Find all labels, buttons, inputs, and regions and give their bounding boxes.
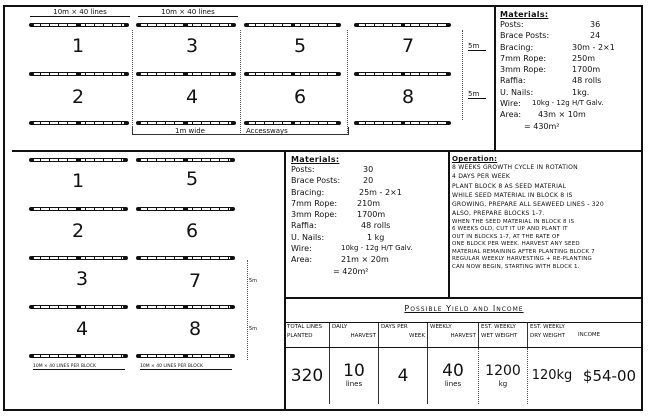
block-6: 6	[293, 86, 307, 108]
seaweed-line	[245, 121, 340, 125]
block-5: 5	[293, 35, 307, 57]
header-dry-weight: EST. WEEKLY DRY WEIGHT	[528, 323, 577, 348]
operation-line: ALSO, PREPARE BLOCKS 1-7.	[452, 210, 545, 218]
yield-table	[285, 323, 643, 404]
block-6: 6	[185, 220, 199, 242]
header-income: INCOME	[576, 323, 643, 348]
accessways-label: Accessways	[246, 127, 288, 135]
seaweed-line	[137, 158, 234, 162]
block-size-label: 10M × 40 LINES PER BLOCK	[33, 364, 125, 370]
top-label-2: 10m × 40 lines	[138, 8, 238, 17]
seaweed-line	[30, 121, 128, 125]
material-row: Brace Posts: 24	[500, 31, 601, 41]
seaweed-line	[30, 305, 127, 309]
header-daily-harvest: DAILY HARVEST	[330, 323, 379, 348]
header-wet-weight: EST. WEEKLY WET WEIGHT	[479, 323, 528, 348]
seaweed-line	[30, 158, 127, 162]
seaweed-line	[245, 23, 340, 27]
dimension-line	[247, 260, 248, 360]
material-row: = 420m²	[333, 266, 369, 276]
value-total-lines: 320	[290, 366, 324, 386]
block-8: 8	[401, 86, 415, 108]
block-4: 4	[185, 86, 199, 108]
accessway-line	[347, 30, 348, 135]
operation-line: REGULAR WEEKLY HARVESTING + RE-PLANTING	[452, 256, 592, 263]
material-row: Brace Posts: 20	[291, 176, 374, 186]
seaweed-line	[137, 72, 235, 76]
dimension-label: 5m	[468, 42, 486, 51]
operation-title: Operation:	[452, 155, 498, 163]
material-row: Wire: 10kg - 12g H/T Galv.	[500, 99, 604, 109]
value-daily-harvest: 10 lines	[330, 348, 379, 405]
seaweed-line	[245, 72, 340, 76]
block-5: 5	[185, 168, 199, 190]
operation-line: 6 WEEKS OLD, CUT IT UP AND PLANT IT	[452, 226, 568, 233]
seaweed-line	[30, 207, 127, 211]
bottom-materials-panel	[288, 153, 446, 296]
yield-value-row	[285, 348, 643, 405]
top-materials-panel	[494, 7, 640, 150]
header-weekly-harvest: WEEKLY HARVEST	[428, 323, 479, 348]
panel-divider	[448, 152, 450, 297]
material-row: Posts: 36	[500, 20, 601, 29]
seaweed-line	[137, 23, 235, 27]
section-divider	[12, 150, 643, 152]
block-4: 4	[75, 318, 89, 340]
material-row: = 430m²	[524, 121, 560, 131]
block-1: 1	[71, 170, 85, 192]
operation-line: 4 DAYS PER WEEK	[452, 173, 511, 181]
yield-title: Possible Yield and Income	[404, 304, 524, 313]
block-7: 7	[188, 270, 202, 292]
material-row: Raffia: 48 rolls	[291, 221, 391, 231]
material-row: 7mm Rope: 210m	[291, 198, 381, 208]
operation-line: ONE BLOCK PER WEEK. HARVEST ANY SEED	[452, 241, 580, 248]
material-row: Area: 43m × 10m	[500, 110, 586, 120]
block-3: 3	[75, 268, 89, 290]
seaweed-line	[355, 23, 450, 27]
seaweed-line	[137, 207, 234, 211]
operation-line: GROWING, PREPARE ALL SEAWEED LINES - 320	[452, 201, 604, 209]
material-row: U. Nails: 1kg.	[500, 87, 590, 97]
material-row: Posts: 30	[291, 165, 374, 174]
operation-line: WHEN THE SEED MATERIAL IN BLOCK 8 IS	[452, 218, 575, 225]
dimension-label: 5m	[468, 90, 486, 99]
panel-divider	[285, 297, 643, 299]
seaweed-line	[30, 256, 127, 260]
block-8: 8	[188, 318, 202, 340]
operation-line: PLANT BLOCK 8 AS SEED MATERIAL	[452, 182, 567, 190]
material-row: Bracing: 30m - 2×1	[500, 42, 615, 52]
block-2: 2	[71, 220, 85, 242]
value-income: $54-00	[582, 367, 637, 385]
material-row: 7mm Rope: 250m	[500, 53, 596, 63]
value-dry-weight: 120kg	[528, 348, 577, 405]
yield-header-row	[285, 323, 643, 348]
block-size-label: 10M × 40 LINES PER BLOCK	[140, 364, 232, 370]
seaweed-line	[137, 121, 235, 125]
seaweed-line	[30, 72, 128, 76]
seaweed-line	[355, 72, 450, 76]
materials-title: Materials:	[500, 10, 549, 19]
top-label-1: 10m × 40 lines	[30, 8, 130, 17]
header-days-per-week: DAYS PER WEEK	[379, 323, 428, 348]
operation-line: CAN NOW BEGIN, STARTING WITH BLOCK 1.	[452, 263, 580, 270]
material-row: Wire: 10kg - 12g H/T Galv.	[291, 244, 413, 254]
material-row: 3mm Rope: 1700m	[291, 210, 386, 220]
accessway-line	[240, 30, 241, 135]
material-row: U. Nails: 1 kg	[291, 232, 385, 242]
operation-line: WHILE SEED MATERIAL IN BLOCK 8 IS	[452, 191, 573, 199]
seaweed-line	[30, 23, 128, 27]
block-2: 2	[71, 86, 85, 108]
width-label: 1m wide	[175, 127, 205, 135]
operation-line: MATERIAL REMAINING AFTER PLANTING BLOCK 7	[452, 248, 595, 255]
material-row: Raffia: 48 rolls	[500, 76, 602, 86]
value-weekly-harvest: 40 lines	[428, 348, 479, 405]
dimension-label: 5m	[249, 278, 258, 284]
seaweed-line	[137, 305, 234, 309]
block-3: 3	[185, 35, 199, 57]
material-row: Area: 21m × 20m	[291, 255, 389, 265]
seaweed-line	[355, 121, 450, 125]
seaweed-line	[137, 256, 234, 260]
seaweed-line	[30, 354, 127, 358]
materials-title: Materials:	[291, 155, 340, 164]
dimension-line	[462, 30, 463, 120]
block-7: 7	[401, 35, 415, 57]
block-1: 1	[71, 35, 85, 57]
value-days-per-week: 4	[379, 348, 428, 405]
operation-line: OUT IN BLOCKS 1-7, AT THE RATE OF	[452, 233, 560, 240]
operation-line: 8 WEEKS GROWTH CYCLE IN ROTATION	[452, 164, 578, 171]
operation-panel	[452, 155, 642, 295]
accessway-line	[132, 30, 133, 135]
seaweed-line	[137, 354, 234, 358]
header-total-lines: TOTAL LINES PLANTED	[285, 323, 330, 348]
material-row: Bracing: 25m - 2×1	[291, 187, 402, 197]
material-row: 3mm Rope: 1700m	[500, 65, 601, 75]
value-wet-weight: 1200 kg	[479, 348, 528, 405]
dimension-label: 5m	[249, 326, 258, 332]
